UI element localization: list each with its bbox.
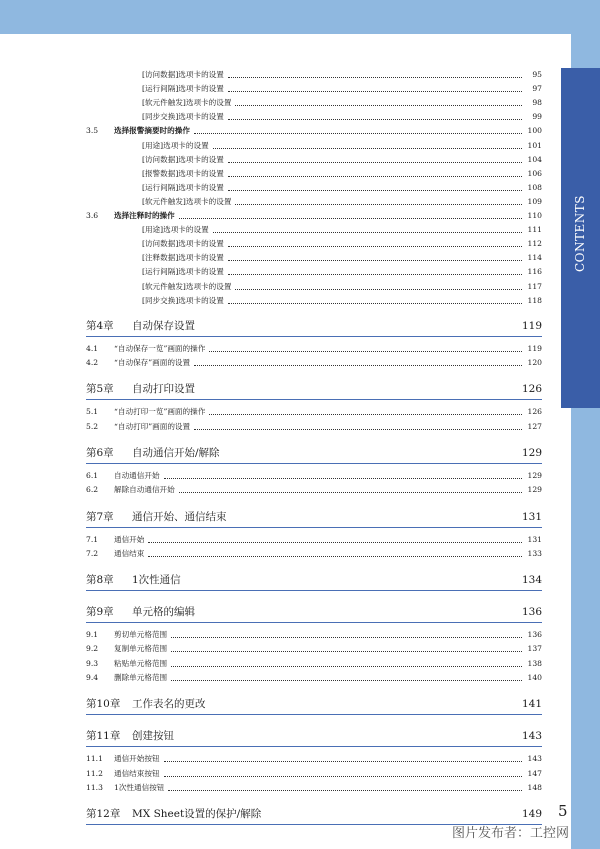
chapter-divider-line xyxy=(86,463,542,464)
toc-entry-title: [访问数据]选项卡的设置 xyxy=(142,154,224,164)
toc-entry-number: 6.1 xyxy=(86,470,99,480)
toc-entry-title: 选择报警摘要时的操作 xyxy=(114,126,190,136)
toc-entry-number: 9.1 xyxy=(86,630,99,640)
toc-entry-page: 98 xyxy=(532,98,542,108)
chapter-divider-line xyxy=(86,746,542,747)
toc-entry-title: 通信结束 xyxy=(114,548,145,558)
chapter-number: 第10章 xyxy=(86,698,121,711)
toc-entry-number: 11.3 xyxy=(86,782,103,792)
toc-entry-page: 140 xyxy=(527,673,542,682)
dot-leader xyxy=(213,232,522,233)
toc-entry-number: 9.2 xyxy=(86,644,99,654)
toc-entry-page: 110 xyxy=(527,211,542,220)
chapter-divider-line xyxy=(86,527,542,528)
toc-entry-number: 4.2 xyxy=(86,358,99,367)
toc-entry-row[interactable] xyxy=(86,181,542,193)
toc-entry-title: 解除自动通信开始 xyxy=(114,485,175,495)
toc-entry-page: 120 xyxy=(527,358,542,367)
toc-entry-page: 111 xyxy=(527,225,542,235)
chapter-title: 通信开始、通信结束 xyxy=(132,510,227,523)
toc-entry-title: [运行间隔]选项卡的设置 xyxy=(142,182,224,192)
toc-entry-row[interactable] xyxy=(86,405,542,417)
toc-entry-page: 116 xyxy=(527,267,542,277)
toc-entry-page: 112 xyxy=(527,239,542,249)
toc-entry-title: [运行间隔]选项卡的设置 xyxy=(142,84,224,94)
toc-entry-number: 7.1 xyxy=(86,534,99,544)
dot-leader xyxy=(194,429,522,430)
chapter-number: 第12章 xyxy=(86,808,121,821)
toc-entry-title: 自动通信开始 xyxy=(114,470,160,480)
toc-chapter-heading[interactable] xyxy=(86,571,542,587)
watermark-text: 图片发布者：工控网 xyxy=(452,826,570,841)
toc-entry-page: 109 xyxy=(527,196,542,206)
toc-entry-row[interactable] xyxy=(86,237,542,249)
dot-leader xyxy=(235,105,522,106)
toc-entry-row[interactable] xyxy=(86,265,542,277)
toc-entry-row[interactable] xyxy=(86,96,542,108)
toc-entry-row[interactable] xyxy=(86,469,542,481)
toc-chapter-heading[interactable] xyxy=(86,805,542,821)
toc-chapter-heading[interactable] xyxy=(86,695,542,711)
chapter-page: 134 xyxy=(521,574,542,587)
dot-leader xyxy=(235,289,522,290)
toc-entry-page: 117 xyxy=(527,281,542,291)
toc-entry-title: 通信开始 xyxy=(114,534,145,544)
contents-tab-label: CONTENTS xyxy=(573,194,587,272)
toc-chapter-heading[interactable] xyxy=(86,444,542,460)
toc-entry-page: 136 xyxy=(527,630,542,640)
toc-entry-page: 95 xyxy=(532,70,542,79)
chapter-title: 工作表名的更改 xyxy=(132,698,206,711)
toc-entry-page: 114 xyxy=(527,253,542,263)
toc-entry-number: 5.2 xyxy=(86,421,99,431)
toc-entry-page: 97 xyxy=(532,84,542,94)
toc-entry-title: [软元件触发]选项卡的设置 xyxy=(142,281,232,291)
toc-entry-title: [运行间隔]选项卡的设置 xyxy=(142,267,224,277)
toc-entry-page: 143 xyxy=(527,754,542,764)
chapter-number: 第11章 xyxy=(86,730,121,743)
toc-entry-number: 11.2 xyxy=(86,768,103,778)
toc-entry-page: 126 xyxy=(527,407,542,417)
dot-leader xyxy=(228,162,522,163)
dot-leader xyxy=(194,365,522,366)
chapter-number: 第6章 xyxy=(86,446,114,459)
toc-section-row[interactable] xyxy=(86,124,542,136)
dot-leader xyxy=(164,478,522,479)
toc-entry-row[interactable] xyxy=(86,657,542,669)
toc-entry-row[interactable] xyxy=(86,342,542,354)
chapter-page: 141 xyxy=(521,698,542,711)
toc-entry-title: “自动保存”画面的设置 xyxy=(114,358,191,367)
toc-entry-row[interactable] xyxy=(86,420,542,432)
toc-chapter-heading[interactable] xyxy=(86,603,542,619)
dot-leader xyxy=(228,119,522,120)
dot-leader xyxy=(228,176,522,177)
toc-entry-row[interactable] xyxy=(86,547,542,559)
dot-leader xyxy=(209,351,522,352)
toc-entry-page: 101 xyxy=(527,140,542,150)
dot-leader xyxy=(228,91,522,92)
toc-entry-title: 通信开始按钮 xyxy=(114,754,160,764)
toc-entry-row[interactable] xyxy=(86,223,542,235)
toc-chapter-heading[interactable] xyxy=(86,508,542,524)
dot-leader xyxy=(168,790,522,791)
toc-entry-page: 148 xyxy=(527,782,542,792)
dot-leader xyxy=(228,77,522,78)
chapter-title: 单元格的编辑 xyxy=(132,606,195,619)
toc-entry-title: 剪切单元格范围 xyxy=(114,630,168,640)
dot-leader xyxy=(209,414,522,415)
toc-entry-title: [用途]选项卡的设置 xyxy=(142,225,209,235)
toc-entry-row[interactable] xyxy=(86,294,542,306)
toc-entry-title: [软元件触发]选项卡的设置 xyxy=(142,196,232,206)
chapter-page: 129 xyxy=(521,446,542,459)
dot-leader xyxy=(164,776,522,777)
toc-entry-title: 通信结束按钮 xyxy=(114,768,160,778)
toc-entry-number: 6.2 xyxy=(86,485,99,495)
chapter-title: 自动保存设置 xyxy=(132,319,195,332)
chapter-number: 第5章 xyxy=(86,383,114,396)
toc-entry-row[interactable] xyxy=(86,195,542,207)
toc-entry-row[interactable] xyxy=(86,752,542,764)
chapter-page: 126 xyxy=(521,383,542,396)
toc-entry-title: [用途]选项卡的设置 xyxy=(142,140,209,150)
chapter-title: 自动通信开始/解除 xyxy=(132,446,220,459)
toc-entry-row[interactable] xyxy=(86,533,542,545)
toc-entry-title: 1次性通信按钮 xyxy=(114,782,165,792)
toc-entry-page: 119 xyxy=(527,343,542,353)
dot-leader xyxy=(228,303,522,304)
toc-entry-number: 11.1 xyxy=(86,754,103,764)
dot-leader xyxy=(179,218,522,219)
toc-entry-page: 99 xyxy=(532,112,542,122)
toc-entry-page: 104 xyxy=(527,154,542,164)
toc-entry-row[interactable] xyxy=(86,153,542,165)
toc-entry-page: 137 xyxy=(527,644,542,654)
toc-entry-row[interactable] xyxy=(86,68,542,80)
toc-entry-row[interactable] xyxy=(86,767,542,779)
toc-entry-title: [注释数据]选项卡的设置 xyxy=(142,253,224,263)
chapter-page: 131 xyxy=(521,510,542,523)
chapter-divider-line xyxy=(86,622,542,623)
toc-entry-row[interactable] xyxy=(86,781,542,793)
chapter-number: 第4章 xyxy=(86,319,114,332)
dot-leader xyxy=(171,680,522,681)
toc-entry-row[interactable] xyxy=(86,356,542,368)
dot-leader xyxy=(164,761,522,762)
dot-leader xyxy=(194,133,522,134)
toc-entry-page: 108 xyxy=(527,182,542,192)
toc-chapter-heading[interactable] xyxy=(86,727,542,743)
toc-entry-row[interactable] xyxy=(86,642,542,654)
dot-leader xyxy=(235,204,522,205)
toc-entry-row[interactable] xyxy=(86,671,542,683)
toc-entry-row[interactable] xyxy=(86,251,542,263)
toc-entry-title: [访问数据]选项卡的设置 xyxy=(142,70,224,79)
dot-leader xyxy=(148,556,522,557)
toc-entry-number: 4.1 xyxy=(86,343,99,353)
chapter-title: MX Sheet设置的保护/解除 xyxy=(132,808,262,821)
dot-leader xyxy=(148,542,522,543)
chapter-page: 119 xyxy=(521,319,542,332)
chapter-divider-line xyxy=(86,590,542,591)
toc-entry-title: 复制单元格范围 xyxy=(114,644,168,654)
toc-entry-row[interactable] xyxy=(86,628,542,640)
dot-leader xyxy=(228,260,522,261)
toc-entry-title: 粘贴单元格范围 xyxy=(114,658,168,668)
chapter-page: 149 xyxy=(521,808,542,821)
toc-entry-number: 5.1 xyxy=(86,407,99,417)
dot-leader xyxy=(171,666,522,667)
chapter-title: 自动打印设置 xyxy=(132,383,195,396)
toc-entry-title: [报警数据]选项卡的设置 xyxy=(142,168,224,178)
chapter-number: 第9章 xyxy=(86,606,114,619)
chapter-divider-line xyxy=(86,336,542,337)
toc-entry-number: 7.2 xyxy=(86,548,99,558)
toc-entry-number: 9.4 xyxy=(86,673,99,682)
toc-entry-row[interactable] xyxy=(86,280,542,292)
toc-entry-row[interactable] xyxy=(86,139,542,151)
toc-entry-page: 133 xyxy=(527,548,542,558)
dot-leader xyxy=(171,651,522,652)
toc-entry-page: 129 xyxy=(527,470,542,480)
dot-leader xyxy=(179,492,522,493)
dot-leader xyxy=(213,148,522,149)
page-number: 5 xyxy=(558,802,568,820)
toc-entry-row[interactable] xyxy=(86,483,542,495)
toc-entry-row[interactable] xyxy=(86,167,542,179)
toc-chapter-heading[interactable] xyxy=(86,380,542,396)
toc-section-row[interactable] xyxy=(86,209,542,221)
toc-chapter-heading[interactable] xyxy=(86,317,542,333)
dot-leader xyxy=(228,246,522,247)
toc-entry-page: 106 xyxy=(527,168,542,178)
toc-entry-title: 选择注释时的操作 xyxy=(114,211,175,220)
toc-entry-page: 127 xyxy=(527,421,542,431)
toc-entry-page: 147 xyxy=(527,768,542,778)
toc-entry-title: [同步交换]选项卡的设置 xyxy=(142,112,224,122)
chapter-page: 136 xyxy=(521,606,542,619)
toc-entry-title: [软元件触发]选项卡的设置 xyxy=(142,98,232,108)
chapter-title: 创建按钮 xyxy=(132,730,174,743)
toc-entry-title: “自动打印”画面的设置 xyxy=(114,421,191,431)
dot-leader xyxy=(228,274,522,275)
dot-leader xyxy=(228,190,522,191)
toc-entry-number: 3.5 xyxy=(86,126,99,136)
toc-entry-row[interactable] xyxy=(86,82,542,94)
toc-entry-page: 100 xyxy=(527,126,542,136)
toc-entry-title: 删除单元格范围 xyxy=(114,673,168,682)
toc-entry-number: 3.6 xyxy=(86,211,99,220)
chapter-divider-line xyxy=(86,714,542,715)
chapter-divider-line xyxy=(86,399,542,400)
toc-entry-page: 138 xyxy=(527,658,542,668)
toc-entry-page: 129 xyxy=(527,485,542,495)
toc-entry-page: 118 xyxy=(527,295,542,305)
toc-entry-row[interactable] xyxy=(86,110,542,122)
toc-entry-number: 9.3 xyxy=(86,658,99,668)
toc-entry-title: “自动打印一览”画面的操作 xyxy=(114,407,206,417)
dot-leader xyxy=(171,637,522,638)
chapter-number: 第8章 xyxy=(86,574,114,587)
top-color-band xyxy=(0,0,600,34)
toc-entry-page: 131 xyxy=(527,534,542,544)
toc-entry-title: [访问数据]选项卡的设置 xyxy=(142,239,224,249)
chapter-number: 第7章 xyxy=(86,510,114,523)
chapter-page: 143 xyxy=(521,730,542,743)
toc-entry-title: [同步交换]选项卡的设置 xyxy=(142,295,224,305)
chapter-title: 1次性通信 xyxy=(132,574,181,587)
toc-entry-title: “自动保存一览”画面的操作 xyxy=(114,343,206,353)
